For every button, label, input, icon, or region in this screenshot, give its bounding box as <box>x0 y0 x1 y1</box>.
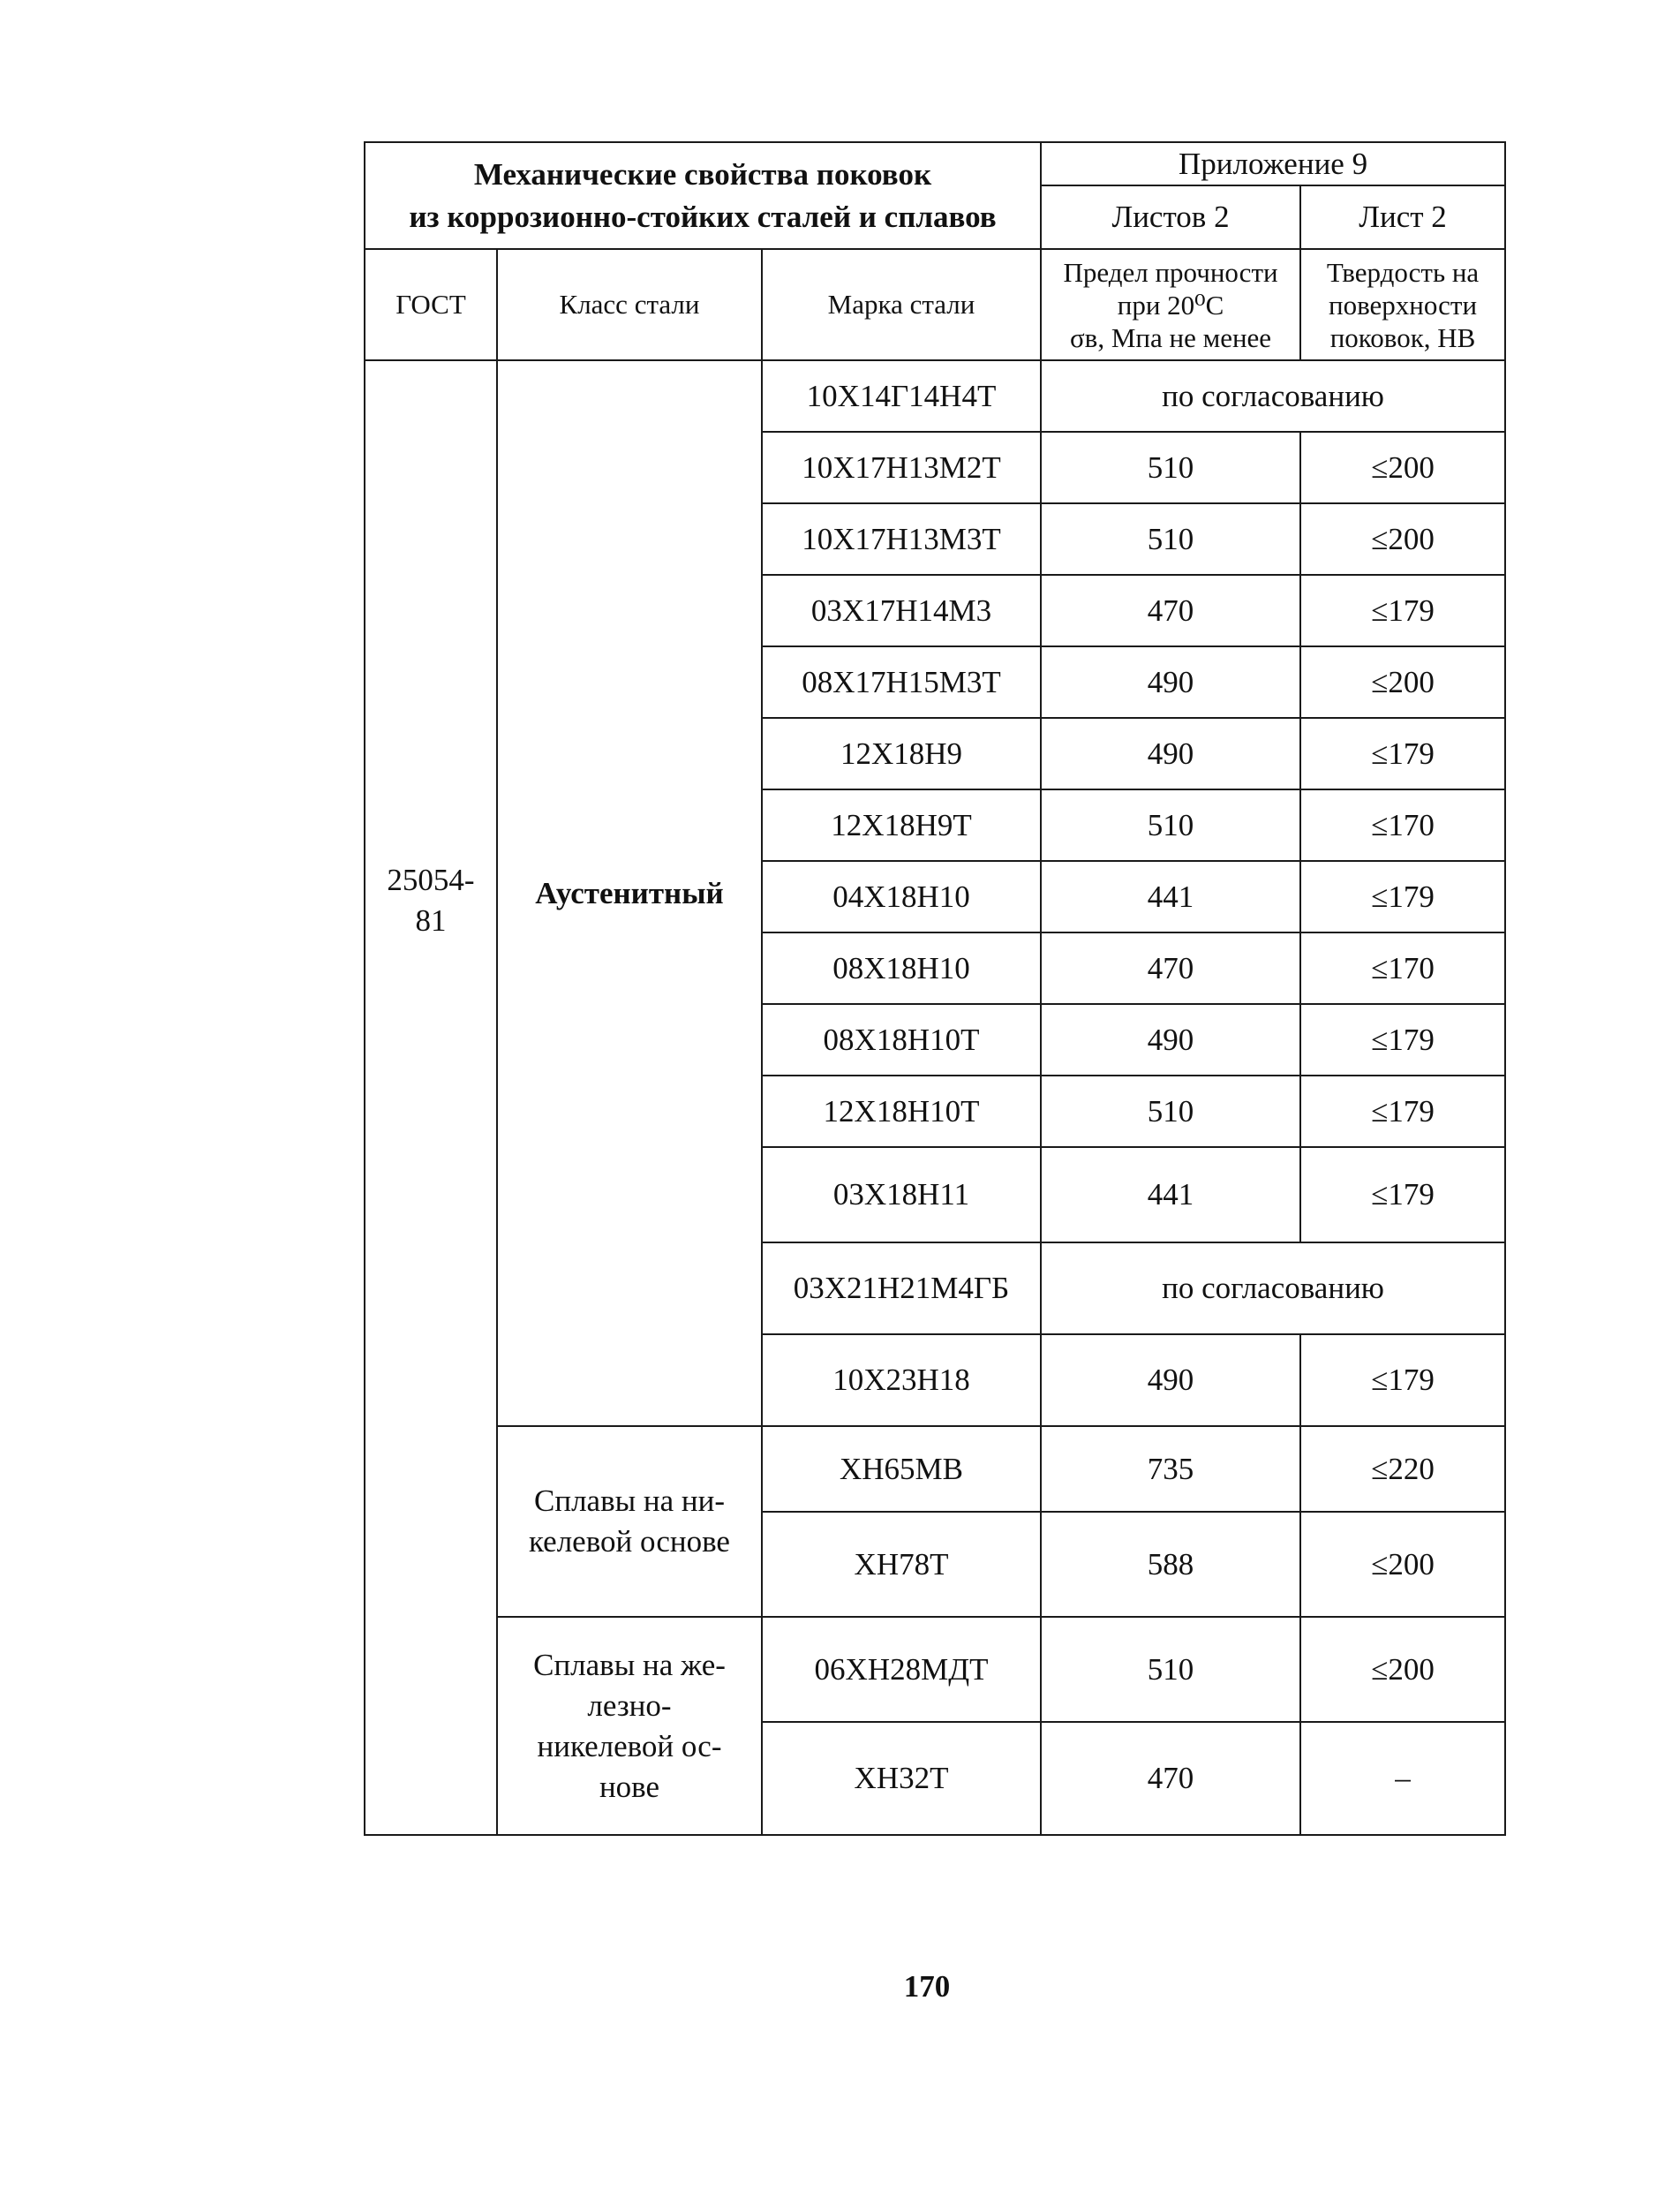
strength-cell: 510 <box>1041 503 1300 575</box>
steel-grade-cell: 03Х18Н11 <box>762 1147 1041 1242</box>
strength-cell: 490 <box>1041 1334 1300 1426</box>
hardness-header-line-2: поверхности <box>1329 289 1478 321</box>
steel-grade-cell: 08Х17Н15М3Т <box>762 646 1041 718</box>
steel-grade-cell: 06ХН28МДТ <box>762 1617 1041 1722</box>
steel-class-line: Аустенитный <box>535 876 724 910</box>
properties-table <box>364 141 1506 1836</box>
steel-grade-cell: ХН78Т <box>762 1512 1041 1617</box>
title-line-2: из коррозионно-стойких сталей и сплавов <box>409 199 997 234</box>
col-header-steel-grade: Марка стали <box>762 249 1041 360</box>
steel-class-line: нове <box>599 1769 660 1804</box>
steel-grade-cell: 12Х18Н10Т <box>762 1076 1041 1147</box>
hardness-cell: ≤200 <box>1300 1512 1505 1617</box>
steel-class-cell <box>497 1617 762 1835</box>
steel-class-line: Сплавы на ни- <box>534 1483 725 1518</box>
hardness-cell: – <box>1300 1722 1505 1835</box>
strength-cell: 490 <box>1041 646 1300 718</box>
gost-cell <box>365 360 497 1835</box>
strength-cell: 490 <box>1041 1004 1300 1076</box>
strength-cell: 510 <box>1041 1617 1300 1722</box>
appendix-label: Приложение 9 <box>1041 142 1505 185</box>
steel-class-line: Сплавы на же- <box>533 1647 726 1682</box>
hardness-cell: ≤179 <box>1300 1076 1505 1147</box>
steel-grade-cell: 12Х18Н9 <box>762 718 1041 789</box>
strength-cell: 510 <box>1041 789 1300 861</box>
strength-cell: 470 <box>1041 1722 1300 1835</box>
steel-grade-cell: ХН65МВ <box>762 1426 1041 1512</box>
steel-class-line: лезно- <box>587 1687 672 1723</box>
strength-header-line-3: σв, Мпа не менее <box>1069 321 1272 353</box>
hardness-header-line-3: поковок, НВ <box>1329 321 1476 353</box>
page-number <box>0 1969 1672 2004</box>
page-number-text: 170 <box>903 1969 951 2004</box>
steel-class-cell <box>497 1426 762 1617</box>
strength-cell: 735 <box>1041 1426 1300 1512</box>
steel-grade-cell: ХН32Т <box>762 1722 1041 1835</box>
strength-cell: 441 <box>1041 861 1300 932</box>
steel-grade-cell: 03Х17Н14М3 <box>762 575 1041 646</box>
table-row <box>365 1426 1505 1512</box>
hardness-cell: ≤200 <box>1300 503 1505 575</box>
table-title <box>365 142 1041 249</box>
strength-cell: 490 <box>1041 718 1300 789</box>
steel-grade-cell: 10Х17Н13М3Т <box>762 503 1041 575</box>
strength-cell: 588 <box>1041 1512 1300 1617</box>
gost-line-2: 81 <box>415 903 447 938</box>
hardness-cell: ≤179 <box>1300 575 1505 646</box>
col-header-steel-class: Класс стали <box>497 249 762 360</box>
steel-grade-cell: 03Х21Н21М4ГБ <box>762 1242 1041 1334</box>
table-row <box>365 360 1505 432</box>
hardness-cell: ≤170 <box>1300 932 1505 1004</box>
steel-grade-cell: 10Х14Г14Н4Т <box>762 360 1041 432</box>
col-header-hardness <box>1300 249 1505 360</box>
hardness-cell: ≤179 <box>1300 718 1505 789</box>
steel-grade-cell: 08Х18Н10 <box>762 932 1041 1004</box>
strength-cell: 510 <box>1041 432 1300 503</box>
hardness-cell: ≤220 <box>1300 1426 1505 1512</box>
hardness-cell: ≤200 <box>1300 432 1505 503</box>
strength-cell: 441 <box>1041 1147 1300 1242</box>
hardness-cell: ≤179 <box>1300 1004 1505 1076</box>
hardness-cell: ≤200 <box>1300 1617 1505 1722</box>
steel-class-line: келевой основе <box>529 1524 730 1559</box>
sheet-number: Лист 2 <box>1300 185 1505 249</box>
by-agreement-cell: по согласованию <box>1041 1242 1505 1334</box>
col-header-strength <box>1041 249 1300 360</box>
sheets-total: Листов 2 <box>1041 185 1300 249</box>
strength-header-line-2: при 20⁰С <box>1117 289 1224 321</box>
steel-class-line: никелевой ос- <box>537 1728 722 1763</box>
strength-header-line-1: Предел прочности <box>1063 256 1278 288</box>
steel-grade-cell: 04Х18Н10 <box>762 861 1041 932</box>
steel-class-cell <box>497 360 762 1426</box>
hardness-cell: ≤179 <box>1300 861 1505 932</box>
gost-line-1: 25054- <box>387 863 475 897</box>
strength-cell: 470 <box>1041 575 1300 646</box>
steel-grade-cell: 08Х18Н10Т <box>762 1004 1041 1076</box>
steel-grade-cell: 10Х17Н13М2Т <box>762 432 1041 503</box>
hardness-cell: ≤179 <box>1300 1334 1505 1426</box>
by-agreement-cell: по согласованию <box>1041 360 1505 432</box>
hardness-cell: ≤179 <box>1300 1147 1505 1242</box>
hardness-header-line-1: Твердость на <box>1326 256 1480 288</box>
steel-grade-cell: 10Х23Н18 <box>762 1334 1041 1426</box>
col-header-gost: ГОСТ <box>365 249 497 360</box>
hardness-cell: ≤170 <box>1300 789 1505 861</box>
strength-cell: 470 <box>1041 932 1300 1004</box>
hardness-cell: ≤200 <box>1300 646 1505 718</box>
table-row <box>365 1617 1505 1722</box>
steel-grade-cell: 12Х18Н9Т <box>762 789 1041 861</box>
title-line-1: Механические свойства поковок <box>473 156 932 192</box>
strength-cell: 510 <box>1041 1076 1300 1147</box>
